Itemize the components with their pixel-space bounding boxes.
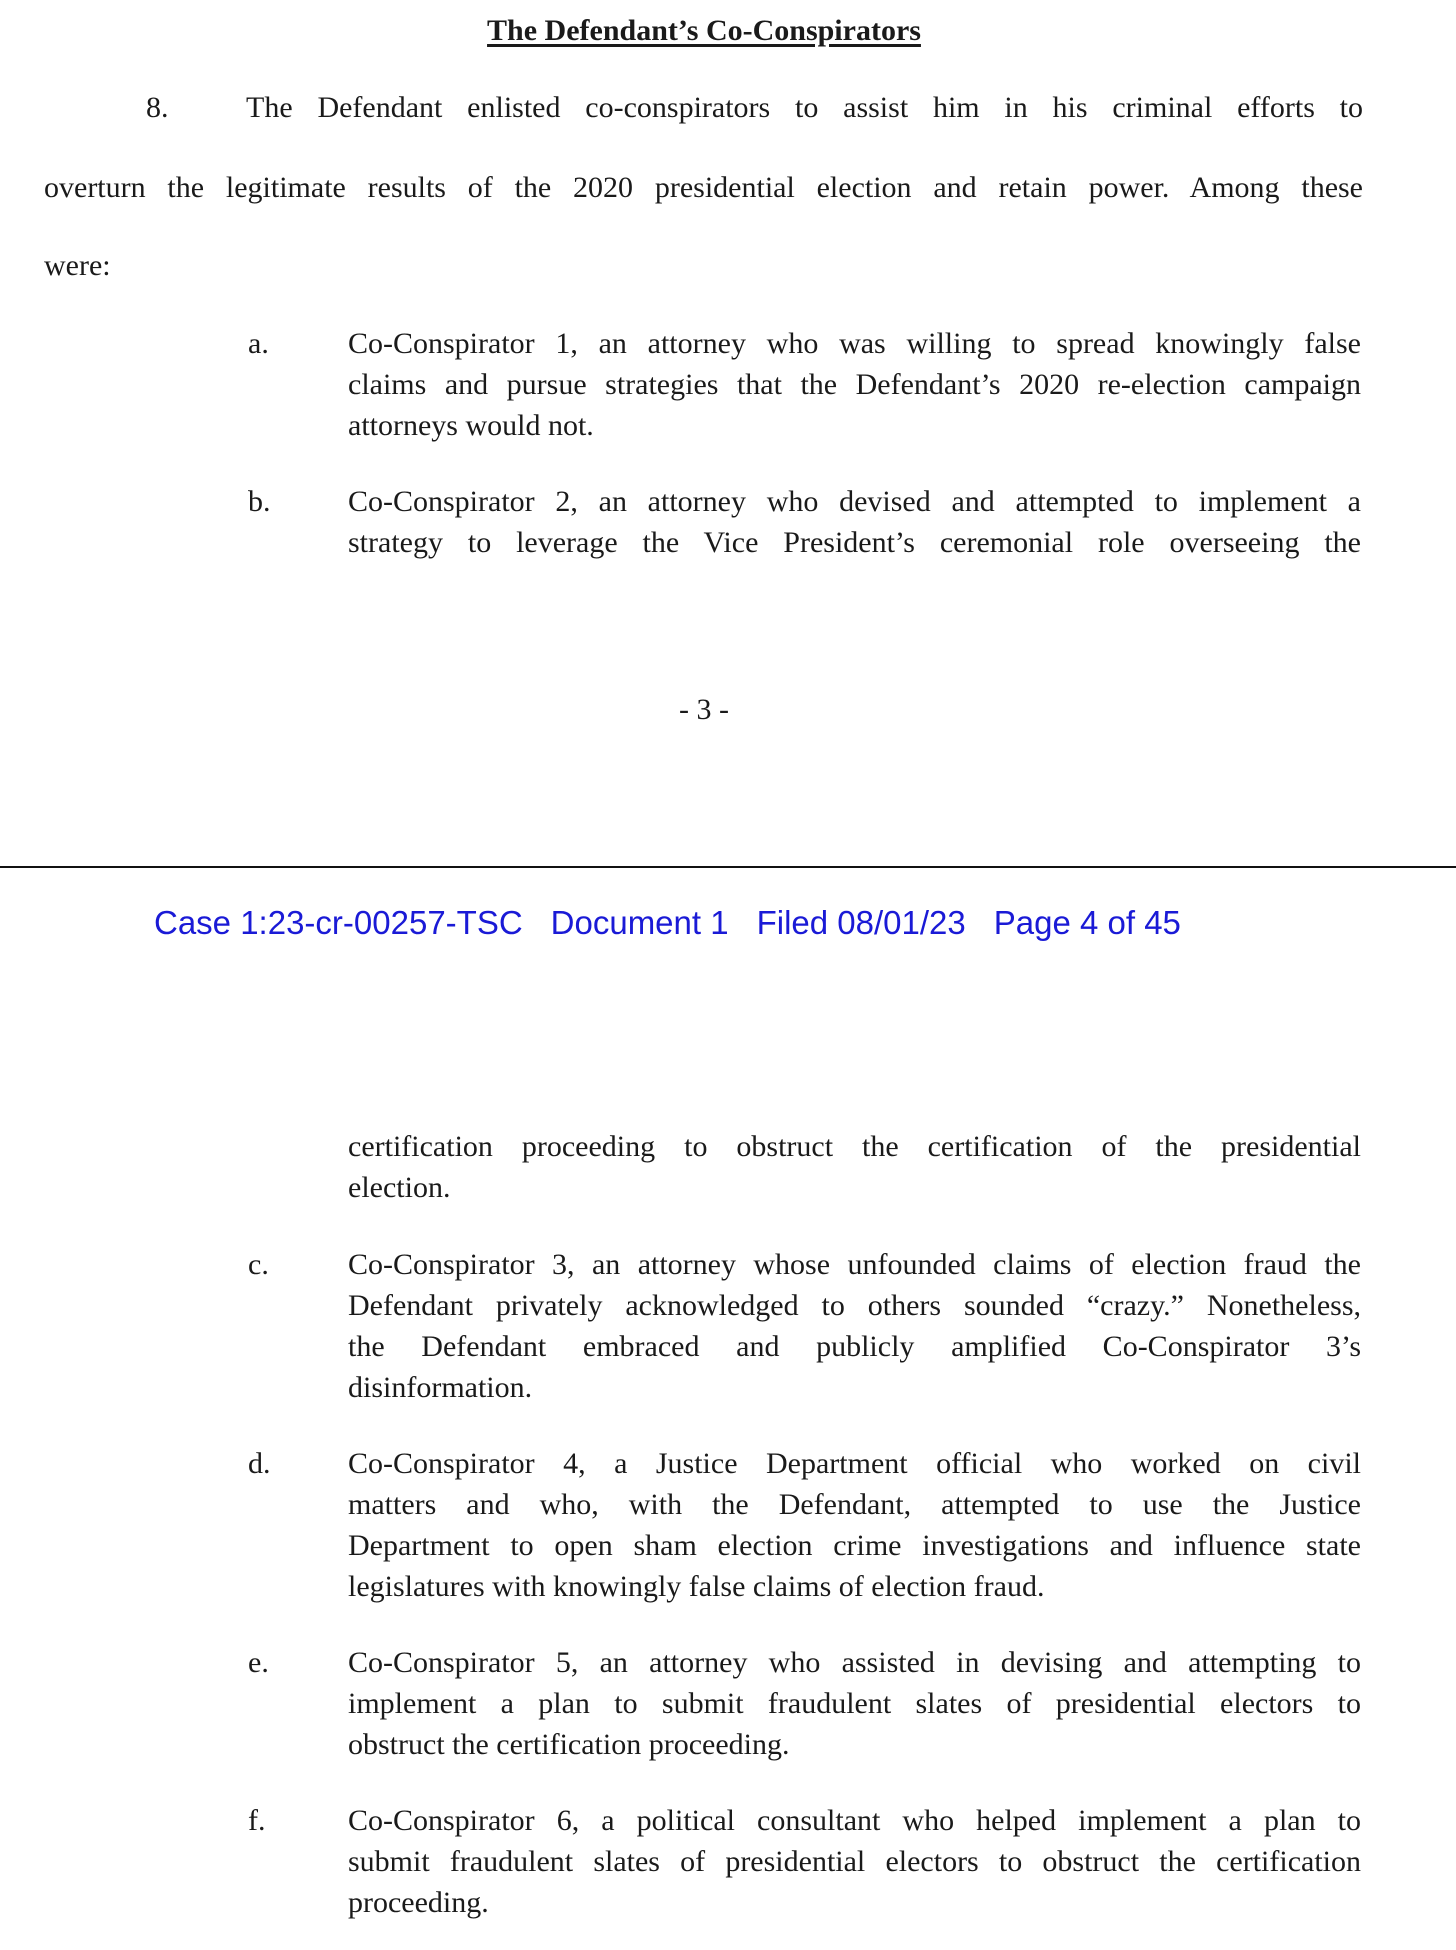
case-number: Case 1:23-cr-00257-TSC bbox=[154, 904, 523, 941]
paragraph-line-2: overturn the legitimate results of the 2020 presidential election and retain power. Among these bbox=[44, 171, 1363, 204]
list-item-line: implement a plan to submit fraudulent slates of presidential electors to bbox=[348, 1687, 1361, 1720]
list-item-b bbox=[348, 481, 1361, 563]
list-item-line: Department to open sham election crime investigations and influence state bbox=[348, 1529, 1361, 1562]
list-item-line: Co-Conspirator 6, a political consultant who helped implement a plan to bbox=[348, 1804, 1361, 1837]
list-item-b-continuation bbox=[348, 1126, 1361, 1208]
list-marker-f: f. bbox=[248, 1804, 266, 1837]
list-marker-e: e. bbox=[248, 1646, 269, 1679]
case-header bbox=[154, 904, 1209, 942]
list-item-line: election. bbox=[348, 1171, 451, 1204]
section-heading: The Defendant’s Co-Conspirators bbox=[487, 14, 921, 47]
document-number: Document 1 bbox=[550, 904, 729, 941]
list-item-a bbox=[348, 323, 1361, 446]
paragraph-line-1: The Defendant enlisted co-conspirators to assist him in his criminal efforts to bbox=[246, 91, 1363, 124]
list-item-line: disinformation. bbox=[348, 1371, 533, 1404]
list-marker-c: c. bbox=[248, 1248, 269, 1281]
filed-date: Filed 08/01/23 bbox=[756, 904, 966, 941]
paragraph-number: 8. bbox=[146, 91, 169, 124]
list-marker-b: b. bbox=[248, 485, 271, 518]
list-item-line: Co-Conspirator 4, a Justice Department official who worked on civil bbox=[348, 1447, 1361, 1480]
paragraph-line-3: were: bbox=[44, 249, 111, 282]
page-count: Page 4 of 45 bbox=[993, 904, 1181, 941]
list-item-line: certification proceeding to obstruct the certification of the presidential bbox=[348, 1130, 1361, 1163]
list-marker-a: a. bbox=[248, 327, 269, 360]
list-item-line: legislatures with knowingly false claims of election fraud. bbox=[348, 1570, 1045, 1603]
list-marker-d: d. bbox=[248, 1447, 271, 1480]
list-item-line: Co-Conspirator 5, an attorney who assisted in devising and attempting to bbox=[348, 1646, 1361, 1679]
page-divider bbox=[0, 866, 1456, 868]
list-item-line: Co-Conspirator 3, an attorney whose unfounded claims of election fraud the bbox=[348, 1248, 1361, 1281]
list-item-line: Co-Conspirator 1, an attorney who was willing to spread knowingly false bbox=[348, 327, 1361, 360]
list-item-d bbox=[348, 1443, 1361, 1607]
list-item-c bbox=[348, 1244, 1361, 1408]
list-item-line: Co-Conspirator 2, an attorney who devised and attempted to implement a bbox=[348, 485, 1361, 518]
list-item-line: submit fraudulent slates of presidential electors to obstruct the certification bbox=[348, 1845, 1361, 1878]
list-item-f bbox=[348, 1800, 1361, 1923]
list-item-line: matters and who, with the Defendant, attempted to use the Justice bbox=[348, 1488, 1361, 1521]
list-item-line: strategy to leverage the Vice President’s ceremonial role overseeing the bbox=[348, 526, 1361, 559]
list-item-e bbox=[348, 1642, 1361, 1765]
page-number: - 3 - bbox=[679, 693, 729, 726]
list-item-line: claims and pursue strategies that the Defendant’s 2020 re-election campaign bbox=[348, 368, 1361, 401]
list-item-line: proceeding. bbox=[348, 1886, 489, 1919]
list-item-line: Defendant privately acknowledged to others sounded “crazy.” Nonetheless, bbox=[348, 1289, 1361, 1322]
list-item-line: obstruct the certification proceeding. bbox=[348, 1728, 790, 1761]
list-item-line: the Defendant embraced and publicly amplified Co-Conspirator 3’s bbox=[348, 1330, 1361, 1363]
list-item-line: attorneys would not. bbox=[348, 409, 594, 442]
